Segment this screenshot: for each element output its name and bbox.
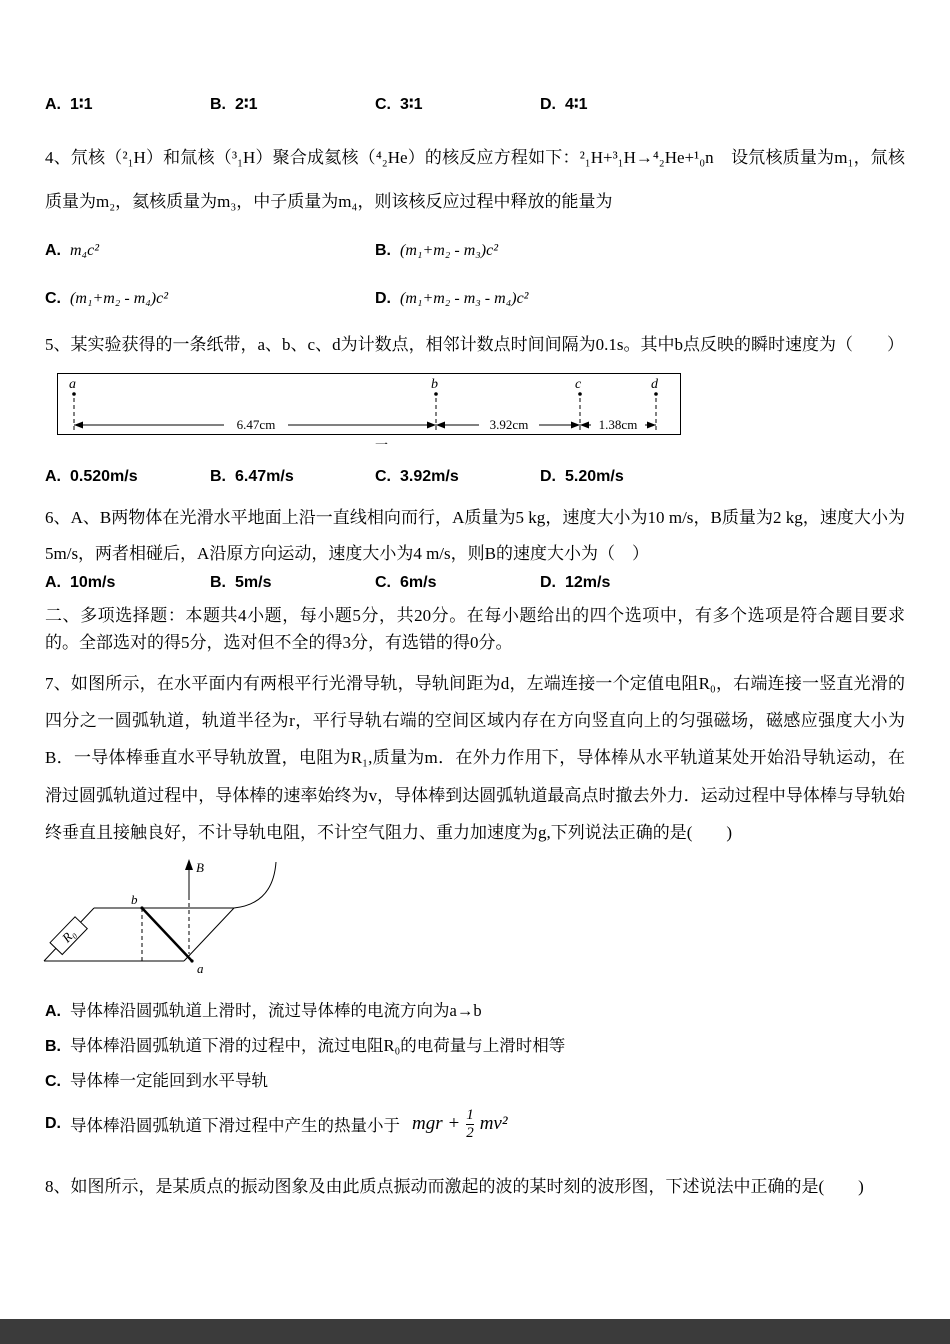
fraction-numerator: 1 <box>466 1106 474 1123</box>
arrowhead-right <box>647 422 656 429</box>
quarter-arc-track <box>234 862 276 908</box>
option-value: 4∶1 <box>565 96 588 113</box>
question-8-stem: 8、如图所示，是某质点的振动图象及由此质点振动而激起的波的某时刻的波形图，下述说法中正确的是( ) <box>45 1177 864 1197</box>
option-key: B. <box>210 96 226 113</box>
q3-option-a <box>45 94 210 114</box>
plane-right-edge <box>184 908 234 961</box>
option-value: 0.520m/s <box>70 468 138 486</box>
option-key: A. <box>45 1002 61 1020</box>
option-key: C. <box>375 468 391 486</box>
question-7-stem: 7、如图所示，在水平面内有两根平行光滑导轨，导轨间距为d，左端连接一个定值电阻R₀，右端连接一竖直光滑的四分之一圆弧轨道，轨道半径为r，平行导轨右端的空间区域内存在方向竖直向上的匀强磁场，磁感应强度大小为B．一导体棒垂直水平导轨放置，电阻为R₁,质量为m．在外力作用下，导体棒从水平轨道某处开始沿导轨运动，在滑过圆弧轨道过程中，导体棒的速率始终为v，导体棒到达圆弧轨道最高点时撤去外力．运动过程中导体棒与导轨始终垂直且接触良好，不计导轨电阻，不计空气阻力、重力加速度为g,下列说法正确的是( ) <box>45 673 905 843</box>
question-6-options <box>45 574 905 592</box>
arrowhead-left <box>74 422 83 429</box>
option-text: 导体棒沿圆弧轨道下滑过程中产生的热量小于 <box>70 1116 400 1136</box>
option-key: A. <box>45 242 61 260</box>
option-text: 导体棒沿圆弧轨道上滑时，流过导体棒的电流方向为a→b <box>70 1000 482 1020</box>
rod-line <box>142 908 192 961</box>
option-formula: (m₁+m₂ - m₃)c² <box>400 242 499 260</box>
option-key: B. <box>45 1037 61 1055</box>
distance-label: 1.38cm <box>598 417 638 433</box>
section-2-header: 二、多项选择题：本题共4小题，每小题5分，共20分。在每小题给出的四个选项中，有多个选项是符合题目要求的。全部选对的得5分，选对但不全的得3分，有选错的得0分。 <box>45 605 905 653</box>
arrowhead-left <box>580 422 589 429</box>
option-key: D. <box>540 468 556 486</box>
q6-option-c <box>375 574 540 592</box>
question-5-stem: 5、某实验获得的一条纸带，a、b、c、d为计数点，相邻计数点时间间隔为0.1s。其中b点反映的瞬时速度为（ ） <box>45 335 904 355</box>
option-key: D. <box>540 96 556 113</box>
fraction <box>466 1107 474 1143</box>
q4-option-c <box>45 290 375 308</box>
option-key: C. <box>375 573 391 591</box>
tape-segment-cd <box>580 416 656 433</box>
option-key: C. <box>45 290 61 308</box>
question-7-options <box>45 997 905 1143</box>
option-value: 1∶1 <box>70 96 93 113</box>
tape-point-c <box>575 377 582 431</box>
tape-point-label: b <box>431 377 438 393</box>
q3-option-c <box>375 94 540 114</box>
q5-option-d <box>540 468 905 486</box>
q3-option-d <box>540 94 905 114</box>
q7-option-c <box>45 1067 905 1091</box>
arrowhead-right <box>427 422 436 429</box>
field-label: B <box>196 859 204 875</box>
option-value: 2∶1 <box>235 96 258 113</box>
q3-option-b <box>210 94 375 114</box>
tape-point-b <box>431 377 438 431</box>
question-4-stem: 4、氘核（²₁H）和氚核（³₁H）聚合成氦核（⁴₂He）的核反应方程如下：²₁H+³₁H→⁴₂He+¹₀n 设氘核质量为m₁，氚核质量为m₂，氦核质量为m₃，中子质量为m₄，则该核反应过程中释放的能量为 <box>45 148 905 212</box>
option-value: 5m/s <box>235 573 272 591</box>
q6-option-b <box>210 574 375 592</box>
q7-option-d <box>45 1107 905 1143</box>
tape-point-label: d <box>651 377 658 393</box>
tape-point-dot <box>434 392 438 396</box>
option-key: A. <box>45 468 61 486</box>
rod-end-dot <box>190 959 193 962</box>
option-key: B. <box>210 573 226 591</box>
arrowhead-left <box>436 422 445 429</box>
option-key: A. <box>45 573 61 591</box>
question-6-stem: 6、A、B两物体在光滑水平地面上沿一直线相向而行，A质量为5 kg，速度大小为10 m/s，B质量为2 kg，速度大小为5m/s，两者相碰后，A沿原方向运动，速度大小为4 m/s，则B的速度大小为（ ） <box>45 508 905 563</box>
tape-segment-bc <box>436 416 580 433</box>
q5-option-c <box>375 468 540 486</box>
option-key: C. <box>375 96 391 113</box>
magnetic-field <box>185 859 204 954</box>
distance-label: 3.92cm <box>489 417 529 433</box>
q5-option-a <box>45 468 210 486</box>
stray-scan-mark: 一 <box>375 437 389 453</box>
option-key: C. <box>45 1072 61 1090</box>
option-key: D. <box>540 573 556 591</box>
option-value: 5.20m/s <box>565 468 624 486</box>
tape-point-dot <box>72 392 76 396</box>
fraction-denominator: 2 <box>466 1124 474 1141</box>
q5-tape-diagram <box>57 373 681 437</box>
q7-option-b <box>45 1032 905 1056</box>
option-text: 导体棒一定能回到水平导轨 <box>70 1070 268 1090</box>
option-value: 3∶1 <box>400 96 423 113</box>
option-formula: (m₁+m₂ - m₃ - m₄)c² <box>400 290 529 308</box>
rod-top-label: b <box>131 891 138 907</box>
option-value: 6m/s <box>400 573 437 591</box>
arrowhead-right <box>571 422 580 429</box>
tape-segment-ab <box>74 416 436 433</box>
option-value: 3.92m/s <box>400 468 459 486</box>
option-key: D. <box>375 290 391 308</box>
formula-suffix: mv² <box>479 1113 508 1135</box>
q6-option-d <box>540 574 905 592</box>
question-3-options <box>45 94 905 114</box>
tape-point-label: c <box>575 377 582 393</box>
option-formula: m₄c² <box>70 242 100 260</box>
option-key: B. <box>375 242 391 260</box>
q7-option-a <box>45 997 905 1021</box>
q4-option-b <box>375 242 905 260</box>
option-value: 10m/s <box>70 573 116 591</box>
q7-circuit-diagram <box>39 856 283 984</box>
q7-circuit-figure <box>39 856 905 989</box>
question-5-options <box>45 468 905 486</box>
tape-point-label: a <box>69 377 76 393</box>
tape-point-d <box>651 377 659 431</box>
option-text: 导体棒沿圆弧轨道下滑的过程中，流过电阻R₀的电荷量与上滑时相等 <box>70 1035 566 1055</box>
option-value: 6.47m/s <box>235 468 294 486</box>
resistor-label: R₀ <box>58 925 79 945</box>
tape-point-dot <box>578 392 582 396</box>
rod-bottom-label: a <box>197 960 204 976</box>
option-key: D. <box>45 1115 61 1133</box>
formula-prefix: mgr + <box>412 1113 461 1135</box>
q7-option-d-formula <box>412 1107 508 1143</box>
q5-option-b <box>210 468 375 486</box>
q4-option-d <box>375 290 905 308</box>
tape-point-a <box>69 377 76 431</box>
question-4-options <box>45 242 905 308</box>
option-key: B. <box>210 468 226 486</box>
distance-label: 6.47cm <box>236 417 276 433</box>
option-value: 12m/s <box>565 573 611 591</box>
q5-tape-figure <box>57 373 905 452</box>
field-arrowhead <box>185 859 193 870</box>
q6-option-a <box>45 574 210 592</box>
page-bottom-scan-bar <box>0 1319 950 1344</box>
option-formula: (m₁+m₂ - m₄)c² <box>70 290 169 308</box>
conductor-rod <box>131 892 204 976</box>
option-key: A. <box>45 96 61 113</box>
q4-option-a <box>45 242 375 260</box>
tape-point-dot <box>654 392 658 396</box>
